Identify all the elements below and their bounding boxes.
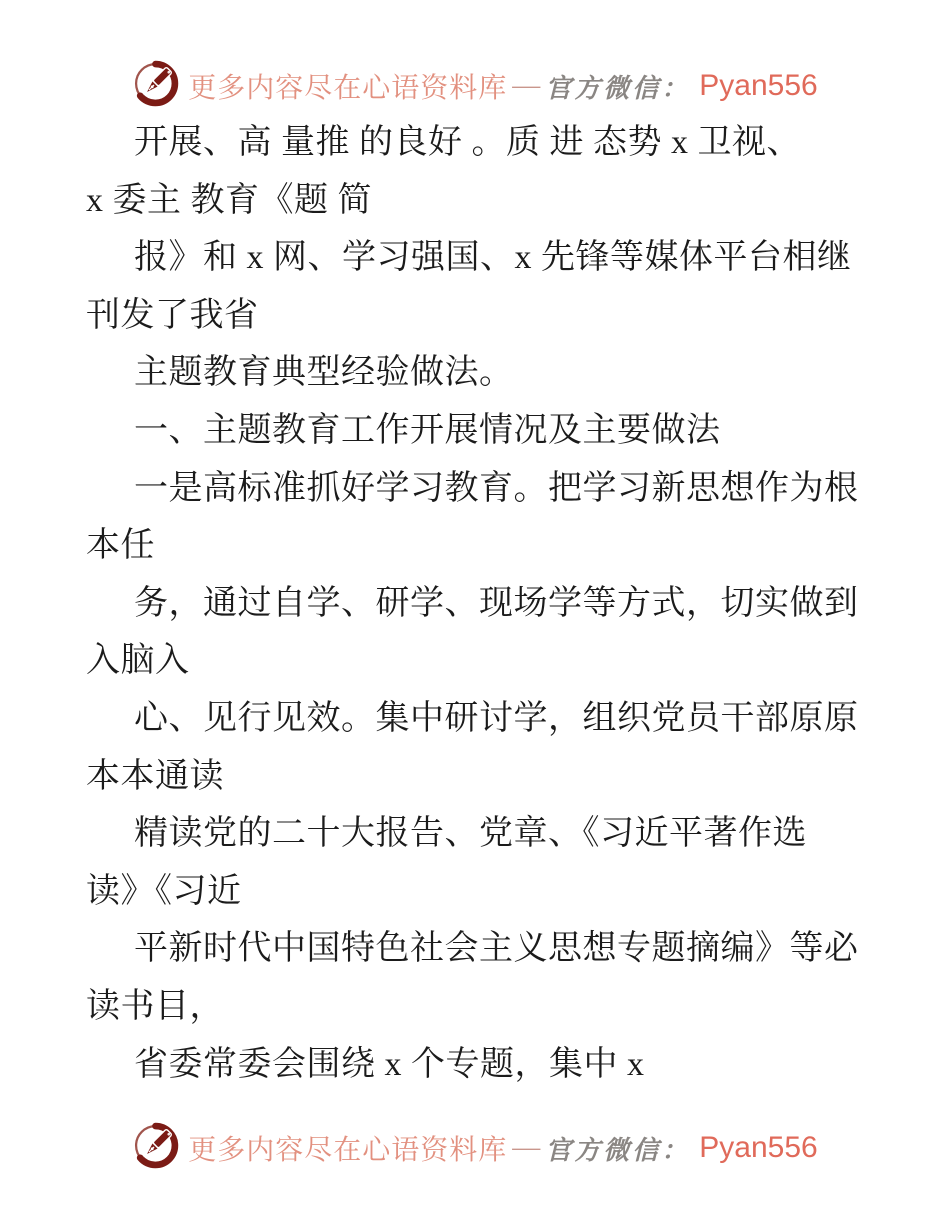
- doc-line-10: 入脑入: [86, 642, 190, 680]
- doc-line-8: 本任: [86, 527, 155, 565]
- doc-line-5: 主题教育典型经验做法。: [134, 354, 514, 392]
- doc-line-12: 本本通读: [86, 757, 224, 795]
- watermark-wechat-label: 官方微信：: [545, 1135, 691, 1165]
- watermark-wechat-label: 官方微信：: [545, 73, 691, 103]
- watermark-dash: —: [512, 70, 541, 101]
- document-body: [86, 114, 898, 1093]
- doc-line-13: 精读党的二十大报告、党章、《习近平著作选: [134, 815, 807, 853]
- doc-line-15: 平新时代中国特色社会主义思想专题摘编》等必: [134, 930, 859, 968]
- doc-line-7: 一是高标准抓好学习教育。把学习新思想作为根: [134, 469, 859, 507]
- doc-line-4: 刊发了我省: [86, 296, 259, 334]
- bottom-watermark: [0, 1122, 950, 1174]
- pen-circle-logo-icon: [132, 1122, 179, 1174]
- watermark-brand-text: 更多内容尽在心语资料库: [188, 1135, 508, 1166]
- watermark-dash: —: [512, 1132, 541, 1163]
- doc-line-3: 报》和 x 网、学习强国、x 先锋等媒体平台相继: [134, 239, 852, 277]
- top-watermark: [0, 60, 950, 112]
- doc-line-6: 一、主题教育工作开展情况及主要做法: [134, 411, 721, 449]
- pen-circle-logo-icon: [132, 60, 179, 112]
- watermark-brand-text: 更多内容尽在心语资料库: [188, 73, 508, 104]
- doc-line-9: 务，通过自学、研学、现场学等方式，切实做到: [134, 584, 859, 622]
- doc-line-2: x 委主 教育《题 简: [86, 181, 372, 219]
- doc-line-1: 开展、高 量推 的良好 。质 进 态势 x 卫视、: [134, 124, 801, 161]
- watermark-wechat-id: Pyan556: [699, 69, 818, 102]
- watermark-wechat-id: Pyan556: [699, 1131, 818, 1164]
- doc-line-17: 省委常委会围绕 x 个专题，集中 x: [134, 1045, 645, 1083]
- doc-line-16: 读书目，: [86, 987, 224, 1025]
- doc-line-14: 读》《习近: [86, 872, 242, 910]
- doc-line-11: 心、见行见效。集中研讨学，组织党员干部原原: [134, 699, 859, 737]
